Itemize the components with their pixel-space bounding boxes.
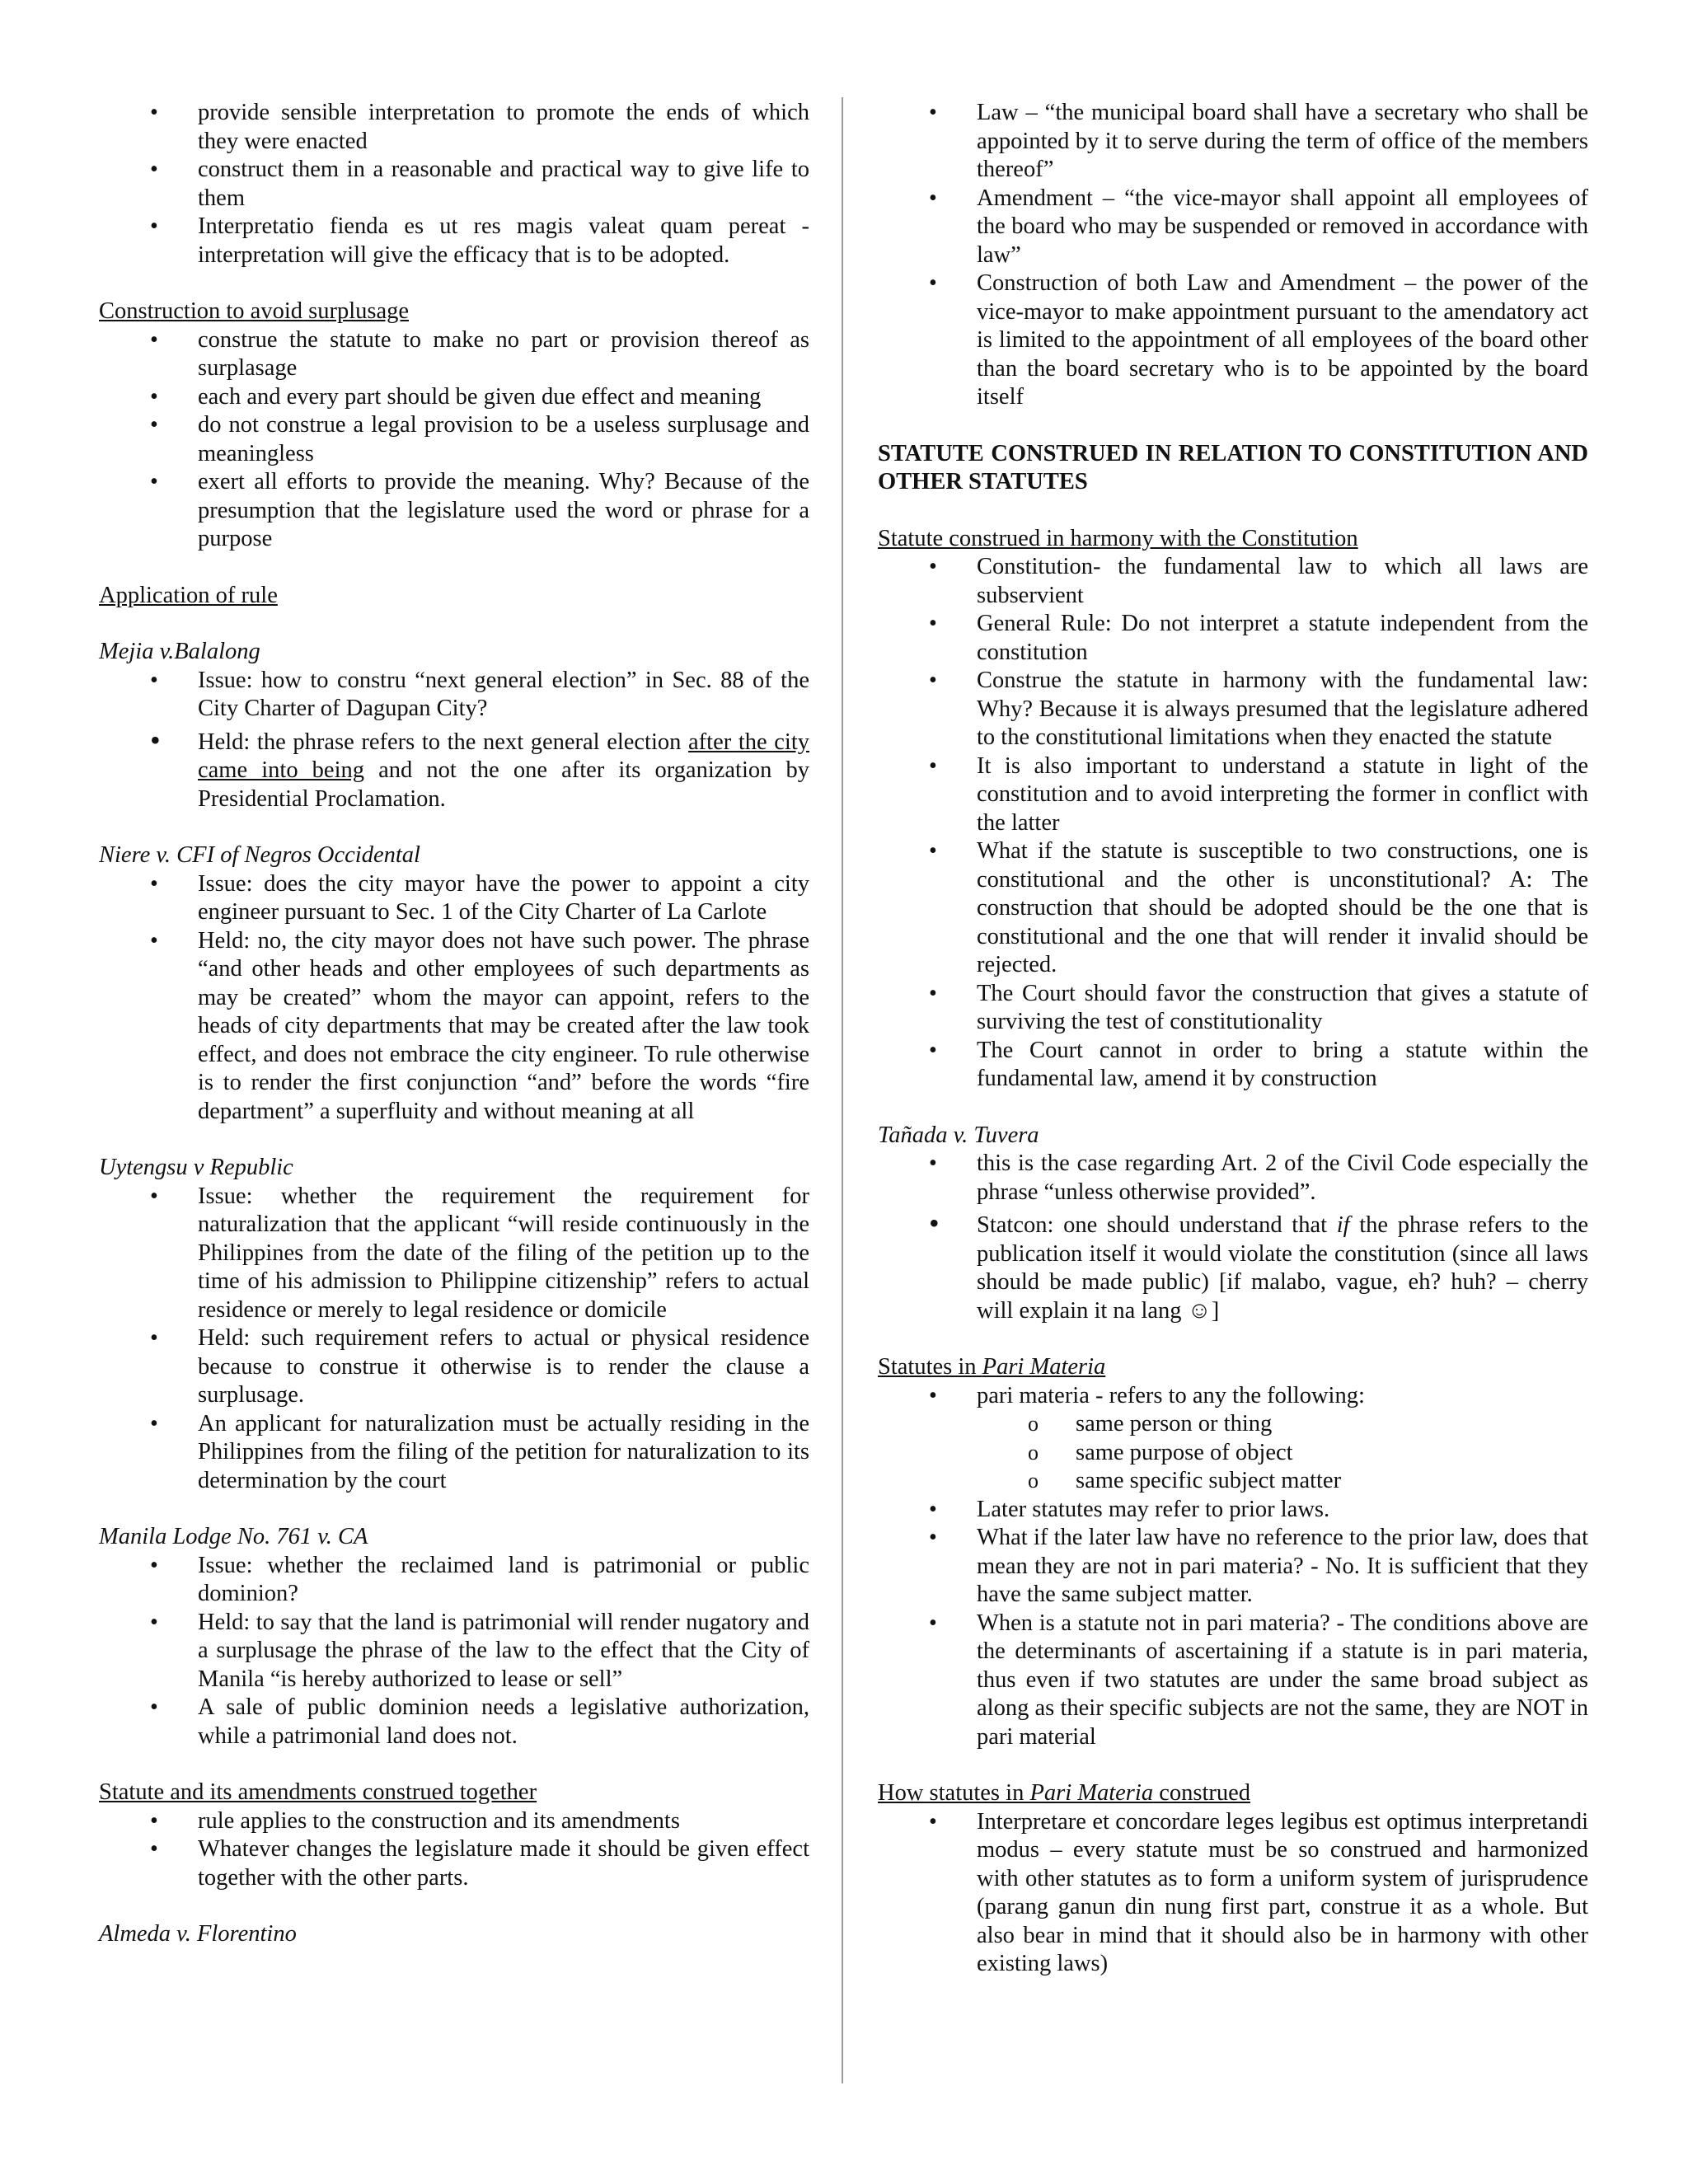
list-item: • Issue: does the city mayor have the power to appoint a city engineer pursuant to Sec. 1 of the City Charter of La Carlote [198,870,809,927]
left-column [99,99,809,1949]
column-divider [842,97,843,2083]
list-item: • provide sensible interpretation to promote the ends of which they were enacted [198,99,809,156]
list-item: • Construe the statute in harmony with the fundamental law: Why? Because it is always presumed that the legislature adhered to the constitutional limitations when they enacted the statute [977,667,1588,752]
mejia-bullet-list [99,667,809,814]
list-item: • this is the case regarding Art. 2 of the Civil Code especially the phrase “unless otherwise provided”. [977,1150,1588,1207]
list-item: • exert all efforts to provide the meaning. Why? Because of the presumption that the legislature used the word or phrase for a purpose [198,468,809,554]
list-item: • When is a statute not in pari materia? - The conditions above are the determinants of ascertaining if a statute is in pari materia, thus even if two statutes are under the same broad subject as along as their specific subjects are not the same, they are NOT in pari material [977,1610,1588,1752]
right-column [878,99,1588,1979]
section-heading-amendments: Statute and its amendments construed together [99,1779,537,1805]
intro-bullet-list [99,99,809,269]
list-item: • construe the statute to make no part or provision thereof as surplasage [198,326,809,383]
list-item: • A sale of public dominion needs a legislative authorization, while a patrimonial land does not. [198,1694,809,1750]
list-item: • rule applies to the construction and its amendments [198,1807,809,1836]
list-item: • Held: such requirement refers to actual or physical residence because to construe it otherwise is to render the clause a surplusage. [198,1324,809,1410]
statcon-italic-text: if [1336,1212,1350,1238]
list-item [977,1212,1588,1325]
sub-list-item: o same person or thing [1076,1410,1588,1439]
section-heading-how-construed [878,1779,1588,1808]
case-title-manila-lodge: Manila Lodge No. 761 v. CA [99,1524,368,1549]
heading-italic-text: Pari Materia [1029,1780,1154,1806]
list-item: • What if the statute is susceptible to two constructions, one is constitutional and the other is unconstitutional? A: The construction that should be adopted should be the one that is constitutional and the one that will render it invalid should be rejected. [977,837,1588,980]
tanada-bullet-list [878,1150,1588,1325]
list-item: • Constitution- the fundamental law to which all laws are subservient [977,553,1588,610]
list-item: • Issue: whether the requirement the requirement for naturalization that the applicant “will reside continuously in the Philippines from the date of the filing of the petition up to the time of his admission to Philippine citizenship” refers to actual residence or merely to legal residence or domicile [198,1183,809,1325]
list-item: • Held: no, the city mayor does not have such power. The phrase “and other heads and other employees of such departments as may be created” whom the mayor can appoint, refers to the heads of city departments that may be created after the law took effect, and does not embrace the city engineer. To rule otherwise is to render the first conjunction “and” before the words “fire department” a superfluity and without meaning at all [198,927,809,1127]
heading-italic-text: Pari Materia [982,1354,1106,1380]
list-item: • An applicant for naturalization must be actually residing in the Philippines from the filing of the petition for naturalization to its determination by the court [198,1410,809,1496]
held-text: Held: the phrase refers to the next general election [198,729,689,755]
case-title-tanada: Tañada v. Tuvera [878,1122,1039,1148]
list-item: • Later statutes may refer to prior laws. [977,1496,1588,1525]
heading-text: How statutes in [878,1780,1030,1806]
list-item: • The Court should favor the construction that gives a statute of surviving the test of constitutionality [977,980,1588,1037]
list-item: • do not construe a legal provision to be a useless surplusage and meaningless [198,411,809,468]
list-item [977,1382,1588,1496]
harmony-bullet-list [878,553,1588,1094]
held-text-end: and not the one after its organization by Presidential Proclamation. [198,757,809,812]
list-item: • Amendment – “the vice-mayor shall appoint all employees of the board who may be suspended or removed in accordance with law” [977,185,1588,270]
case-title-almeda: Almeda v. Florentino [99,1921,297,1947]
section-heading-application: Application of rule [99,582,278,608]
list-item: • Construction of both Law and Amendment – the power of the vice-mayor to make appointment pursuant to the amendatory act is limited to the appointment of all employees of the board other than the board secretary who is to be appointed by the board itself [977,269,1588,412]
case-title-uytengsu: Uytengsu v Republic [99,1155,293,1180]
held-underlined-text: after the city came into being [198,729,809,783]
list-item: • Law – “the municipal board shall have a secretary who shall be appointed by it to serve during the term of office of the members thereof” [977,99,1588,185]
pari-sub-list [977,1410,1588,1496]
statcon-text: Statcon: one should understand that [977,1212,1337,1238]
list-item: • Interpretatio fienda es ut res magis valeat quam pereat - interpretation will give the efficacy that is to be adopted. [198,213,809,269]
heading-text-end: construed [1153,1780,1251,1806]
list-item: • General Rule: Do not interpret a statute independent from the constitution [977,610,1588,667]
list-item: • construct them in a reasonable and practical way to give life to them [198,156,809,213]
list-item [198,729,809,814]
uytengsu-bullet-list [99,1183,809,1496]
section-heading-harmony: Statute construed in harmony with the Constitution [878,525,1358,551]
list-item: • Issue: whether the reclaimed land is patrimonial or public dominion? [198,1552,809,1609]
list-item: • Issue: how to constru “next general election” in Sec. 88 of the City Charter of Dagupan City? [198,667,809,724]
list-item: • Whatever changes the legislature made it should be given effect together with the other parts. [198,1835,809,1892]
section-title: STATUTE CONSTRUED IN RELATION TO CONSTITUTION AND OTHER STATUTES [878,440,1588,494]
pari-bullet-list [878,1382,1588,1752]
section-heading-pari-materia [878,1353,1588,1382]
amend-bullet-list [99,1807,809,1893]
list-item-text: pari materia - refers to any the following: [977,1382,1365,1408]
case-title-niere: Niere v. CFI of Negros Occidental [99,842,420,868]
list-item: • Interpretare et concordare leges legibus est optimus interpretandi modus – every statute must be so construed and harmonized with other statutes as to form a uniform system of jurisprudence (parang ganun din nung first part, construe it as a whole. But also bear in mind that it should also be in harmony with other existing laws) [977,1808,1588,1979]
list-item: • It is also important to understand a statute in light of the constitution and to avoid interpreting the former in conflict with the latter [977,752,1588,838]
niere-bullet-list [99,870,809,1127]
sub-list-item: o same specific subject matter [1076,1467,1588,1496]
section-heading-surplusage: Construction to avoid surplusage [99,298,409,324]
list-item: • each and every part should be given due effect and meaning [198,383,809,412]
list-item: • The Court cannot in order to bring a statute within the fundamental law, amend it by construction [977,1037,1588,1094]
how-bullet-list [878,1808,1588,1979]
case-title-mejia: Mejia v.Balalong [99,639,260,664]
statcon-text-end: the phrase refers to the publication itself it would violate the constitution (since all laws should be made public) [if malabo, vague, eh? huh? – cherry will explain it na lang ☺] [977,1212,1588,1324]
manila-bullet-list [99,1552,809,1751]
sub-list-item: o same purpose of object [1076,1439,1588,1468]
list-item: • What if the later law have no reference to the prior law, does that mean they are not in pari materia? - No. It is sufficient that they have the same subject matter. [977,1524,1588,1610]
almeda-bullet-list [878,99,1588,412]
heading-text: Statutes in [878,1354,982,1380]
surplusage-bullet-list [99,326,809,554]
list-item: • Held: to say that the land is patrimonial will render nugatory and a surplusage the phrase of the law to the effect that the City of Manila “is hereby authorized to lease or sell” [198,1609,809,1694]
